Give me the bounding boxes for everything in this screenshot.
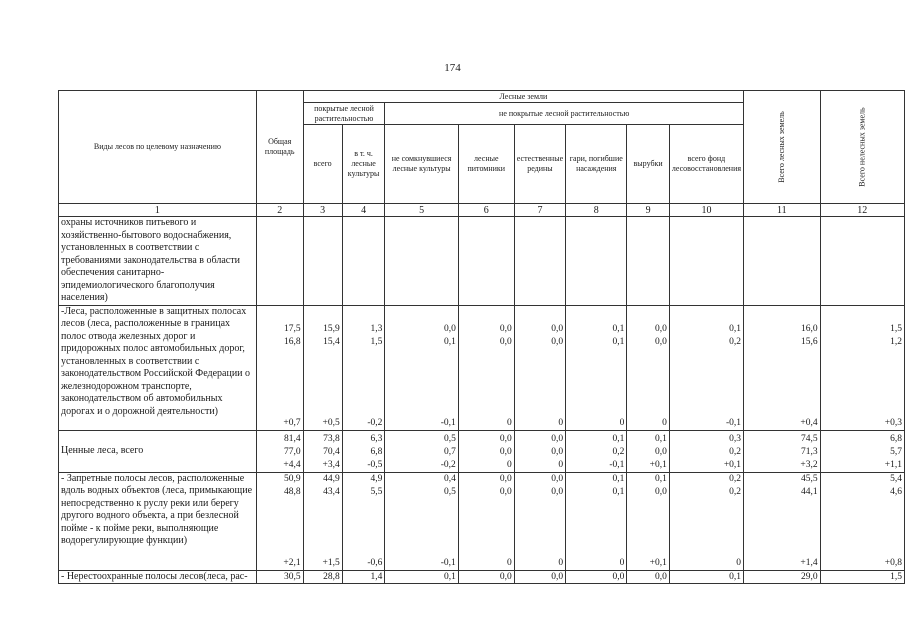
cell-value: 0,0 0,0 0: [514, 430, 565, 472]
header-nurseries: лесные питомники: [458, 125, 514, 204]
cell-value: 0,1 0,2 -0,1: [669, 305, 743, 430]
cell-value: 0,1 0,1 0: [566, 305, 627, 430]
table-row: [59, 430, 905, 472]
cell-value: 0,0 0,0 0: [514, 472, 565, 570]
col-number: 1: [59, 204, 257, 217]
cell-value: 0,0 0,1 -0,1: [385, 305, 458, 430]
cell-area: 30,5: [256, 570, 303, 584]
cell-value: 29,0: [744, 570, 821, 584]
header-natural-glades: естественные редины: [514, 125, 565, 204]
header-covered: покрытые лесной растительностью: [303, 103, 385, 125]
col-number: 5: [385, 204, 458, 217]
cell-value: 0,1: [385, 570, 458, 584]
col-number: 2: [256, 204, 303, 217]
header-total: всего: [303, 125, 342, 204]
cell-value: 0,0 0,0 0: [627, 305, 669, 430]
cell-value: 5,4 4,6 +0,8: [820, 472, 904, 570]
cell-value: 1,4: [342, 570, 385, 584]
cell-value: 0,0 0,0 0: [458, 430, 514, 472]
cell-value: 0,0 0,0 0: [458, 472, 514, 570]
row-description: - Нерестоохранные полосы лесов(леса, рас-: [59, 570, 257, 584]
header-forest-lands: Лесные земли: [303, 91, 743, 103]
table-row: [59, 217, 905, 306]
cell-value: 16,0 15,6 +0,4: [744, 305, 821, 430]
cell-value: 1,3 1,5 -0,2: [342, 305, 385, 430]
cell-value: 0,0 0,0 0: [458, 305, 514, 430]
header-clearings: вырубки: [627, 125, 669, 204]
header-unclosed-cultures: не сомкнувшиеся лесные культуры: [385, 125, 458, 204]
header-incl-cultures: в т. ч. лесные культуры: [342, 125, 385, 204]
header-area: Общая площадь: [256, 91, 303, 204]
cell-value: 45,5 44,1 +1,4: [744, 472, 821, 570]
col-number: 12: [820, 204, 904, 217]
col-number: 9: [627, 204, 669, 217]
cell-value: 0,0 0,0 0: [514, 305, 565, 430]
row-description: - Запретные полосы лесов, расположенные вдоль водных объектов (леса, примыкающие непосредственно к руслу реки или берегу другого водного объекта, а при безлесной пойме - к пойме реки, выполняющие водорегулирующие функции): [59, 472, 257, 570]
cell-area: 81,4 77,0 +4,4: [256, 430, 303, 472]
row-description: Ценные леса, всего: [59, 430, 257, 472]
table-row: [59, 305, 905, 430]
column-numbers-row: [59, 204, 905, 217]
row-description: -Леса, расположенные в защитных полосах лесов (леса, расположенные в границах полос отвода железных дорог и придорожных полос автомобильных дорог, установленных в соответствии с законодательством Российской Федерации о железнодорожном транспорте, законодательством об автомобильных дорогах и о дорожной деятельности): [59, 305, 257, 430]
cell-value: 6,3 6,8 -0,5: [342, 430, 385, 472]
cell-value: 0,0: [514, 570, 565, 584]
cell-value: 0,1: [669, 570, 743, 584]
col-number: 10: [669, 204, 743, 217]
cell-value: 44,9 43,4 +1,5: [303, 472, 342, 570]
cell-value: 74,5 71,3 +3,2: [744, 430, 821, 472]
cell-value: 0,1 0,1 0: [566, 472, 627, 570]
cell-value: 0,0: [627, 570, 669, 584]
cell-value: 15,9 15,4 +0,5: [303, 305, 342, 430]
col-number: 8: [566, 204, 627, 217]
cell-value: 1,5: [820, 570, 904, 584]
cell-area: 17,5 16,8 +0,7: [256, 305, 303, 430]
cell-value: 73,8 70,4 +3,4: [303, 430, 342, 472]
cell-value: 0,1 0,0 +0,1: [627, 430, 669, 472]
cell-value: 0,3 0,2 +0,1: [669, 430, 743, 472]
cell-value: 1,5 1,2 +0,3: [820, 305, 904, 430]
cell-value: 0,0: [458, 570, 514, 584]
row-description: охраны источников питьевого и хозяйственно-бытового водоснабжения, установленных в соответствии с требованиями законодательства в области обеспечения санитарно-эпидемиологического благополучия населения): [59, 217, 257, 306]
cell-area: 50,9 48,8 +2,1: [256, 472, 303, 570]
cell-value: 0,0: [566, 570, 627, 584]
table-row: [59, 570, 905, 584]
header-total-nonforest: Всего нелесных земель: [820, 91, 904, 204]
cell-value: 0,5 0,7 -0,2: [385, 430, 458, 472]
cell-value: 4,9 5,5 -0,6: [342, 472, 385, 570]
col-number: 11: [744, 204, 821, 217]
col-number: 4: [342, 204, 385, 217]
header-reforest-total: всего фонд лесовосстановления: [669, 125, 743, 204]
cell-value: 0,2 0,2 0: [669, 472, 743, 570]
cell-value: 0,1 0,0 +0,1: [627, 472, 669, 570]
col-number: 6: [458, 204, 514, 217]
table-row: [59, 472, 905, 570]
forest-table: [58, 90, 905, 584]
page-number: 174: [444, 62, 461, 74]
header-burnt: гари, погибшие насаждения: [566, 125, 627, 204]
header-types: Виды лесов по целевому назначению: [59, 91, 257, 204]
cell-value: 0,1 0,2 -0,1: [566, 430, 627, 472]
header-total-forest: Всего лесных земель: [744, 91, 821, 204]
cell-value: 0,4 0,5 -0,1: [385, 472, 458, 570]
cell-value: 6,8 5,7 +1,1: [820, 430, 904, 472]
col-number: 3: [303, 204, 342, 217]
header-not-covered: не покрытые лесной растительностью: [385, 103, 744, 125]
cell-value: 28,8: [303, 570, 342, 584]
col-number: 7: [514, 204, 565, 217]
